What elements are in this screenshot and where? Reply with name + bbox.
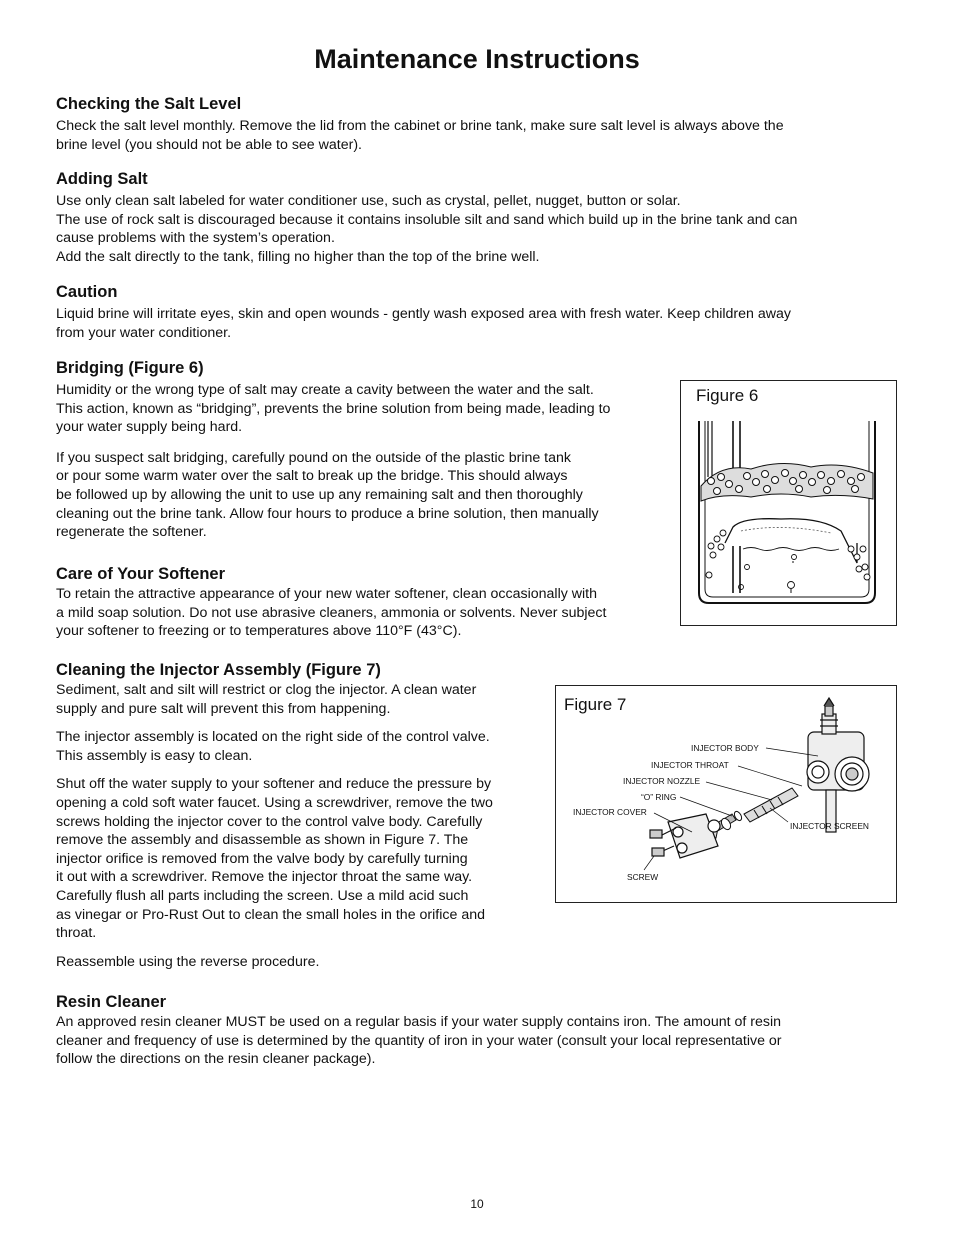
callout-injector-throat: INJECTOR THROAT bbox=[651, 760, 729, 770]
text-line: The use of rock salt is discouraged because it contains insoluble silt and sand which build up in the brine tank and can bbox=[56, 211, 798, 228]
text-line: injector orifice is removed from the valve body by carefully turning bbox=[56, 850, 468, 867]
callout-injector-screen: INJECTOR SCREEN bbox=[790, 821, 869, 831]
text-line: If you suspect salt bridging, carefully pound on the outside of the plastic brine tank bbox=[56, 449, 572, 466]
page-number: 10 bbox=[470, 1197, 484, 1211]
caution-heading: Caution bbox=[56, 283, 118, 301]
text-line: Liquid brine will irritate eyes, skin and open wounds - gently wash exposed area with fresh water. Keep children away bbox=[56, 306, 791, 322]
text-line: The injector assembly is located on the right side of the control valve. bbox=[56, 729, 490, 746]
valve-body bbox=[807, 698, 869, 832]
section-resin bbox=[56, 993, 782, 1069]
text-line: Add the salt directly to the tank, filling no higher than the top of the brine well. bbox=[56, 248, 540, 265]
salt-level-heading: Checking the Salt Level bbox=[56, 95, 242, 113]
injector-screen-part bbox=[744, 788, 798, 822]
salt-level-text bbox=[56, 117, 784, 154]
text-line: it out with a screwdriver. Remove the injector throat the same way. bbox=[56, 869, 473, 886]
text-line: Humidity or the wrong type of salt may create a cavity between the water and the salt. bbox=[56, 382, 594, 398]
text-line: This action, known as “bridging”, prevents the brine solution from being made, leading to bbox=[56, 400, 611, 417]
salt-crust bbox=[701, 463, 873, 501]
text-line: brine level (you should not be able to see water). bbox=[56, 136, 363, 153]
text-line: Reassemble using the reverse procedure. bbox=[56, 953, 320, 970]
resin-text bbox=[56, 1013, 782, 1069]
text-line: To retain the attractive appearance of your new water softener, clean occasionally with bbox=[56, 586, 598, 602]
text-line: a mild soap solution. Do not use abrasive cleaners, ammonia or solvents. Never subject bbox=[56, 604, 607, 621]
injector-cover-part bbox=[650, 814, 720, 858]
text-line: Check the salt level monthly. Remove the lid from the cabinet or brine tank, make sure salt level is always above the bbox=[56, 118, 784, 134]
care-heading: Care of Your Softener bbox=[56, 565, 226, 583]
text-line: be followed up by allowing the unit to use up any remaining salt and then thoroughly bbox=[56, 486, 583, 503]
text-line: screws holding the injector cover to the control valve body. Carefully bbox=[56, 813, 483, 830]
text-line: throat. bbox=[56, 925, 97, 942]
text-line: regenerate the softener. bbox=[56, 524, 207, 541]
callout-injector-nozzle: INJECTOR NOZZLE bbox=[623, 776, 701, 786]
text-line: Sediment, salt and silt will restrict or clog the injector. A clean water bbox=[56, 682, 477, 698]
resin-heading: Resin Cleaner bbox=[56, 993, 167, 1011]
text-line: This assembly is easy to clean. bbox=[56, 747, 253, 764]
page-title: Maintenance Instructions bbox=[314, 44, 640, 74]
text-line: supply and pure salt will prevent this from happening. bbox=[56, 700, 391, 717]
text-line: cleaning out the brine tank. Allow four hours to produce a brine solution, then manually bbox=[56, 505, 599, 522]
callout-injector-body: INJECTOR BODY bbox=[691, 743, 759, 753]
adding-salt-heading: Adding Salt bbox=[56, 170, 148, 188]
salt-pile bbox=[706, 530, 870, 580]
text-line: or pour some warm water over the salt to break up the bridge. This should always bbox=[56, 468, 568, 485]
text-line: opening a cold soft water faucet. Using a screwdriver, remove the two bbox=[56, 794, 493, 811]
bridging-heading: Bridging (Figure 6) bbox=[56, 359, 204, 377]
injector-heading: Cleaning the Injector Assembly (Figure 7) bbox=[56, 661, 381, 679]
text-line: remove the assembly and disassemble as shown in Figure 7. The bbox=[56, 832, 469, 849]
section-salt-level bbox=[56, 95, 784, 154]
text-line: cleaner and frequency of use is determined by the quantity of iron in your water (consult your local representative or bbox=[56, 1032, 782, 1049]
brine-tank-illustration bbox=[681, 381, 896, 625]
text-line: your softener to freezing or to temperatures above 110°F (43°C). bbox=[56, 623, 462, 640]
bridging-text-1 bbox=[56, 381, 610, 437]
figure-7 bbox=[555, 685, 897, 903]
callout-injector-cover: INJECTOR COVER bbox=[573, 807, 647, 817]
figure-6 bbox=[680, 380, 897, 626]
text-line: from your water conditioner. bbox=[56, 324, 232, 341]
injector-text-3 bbox=[56, 775, 493, 942]
text-line: your water supply being hard. bbox=[56, 419, 243, 436]
text-line: follow the directions on the resin cleaner package). bbox=[56, 1051, 376, 1068]
text-line: Use only clean salt labeled for water conditioner use, such as crystal, pellet, nugget, button or solar. bbox=[56, 193, 681, 209]
section-adding-salt bbox=[56, 170, 797, 266]
text-line: Shut off the water supply to your softener and reduce the pressure by bbox=[56, 776, 492, 793]
figure-7-label: Figure 7 bbox=[564, 695, 627, 714]
text-line: cause problems with the system’s operation. bbox=[56, 230, 335, 247]
bridging-text-2 bbox=[56, 449, 610, 542]
care-text bbox=[56, 585, 606, 641]
text-line: An approved resin cleaner MUST be used on a regular basis if your water supply contains iron. The amount of resin bbox=[56, 1014, 782, 1030]
text-line: Carefully flush all parts including the screen. Use a mild acid such bbox=[56, 887, 469, 904]
section-care bbox=[56, 565, 606, 641]
callout-screw: SCREW bbox=[627, 872, 659, 882]
injector-text-2 bbox=[56, 728, 493, 765]
callout-o-ring: “O” RING bbox=[641, 792, 677, 802]
section-injector bbox=[56, 661, 493, 971]
injector-text-4 bbox=[56, 953, 493, 972]
adding-salt-text bbox=[56, 192, 797, 266]
injector-text-1 bbox=[56, 681, 493, 718]
figure-6-label: Figure 6 bbox=[696, 386, 759, 405]
section-caution bbox=[56, 283, 791, 342]
text-line: as vinegar or Pro-Rust Out to clean the small holes in the orifice and bbox=[56, 906, 485, 923]
section-bridging bbox=[56, 359, 610, 542]
injector-assembly-illustration bbox=[556, 686, 896, 902]
caution-text bbox=[56, 305, 791, 342]
